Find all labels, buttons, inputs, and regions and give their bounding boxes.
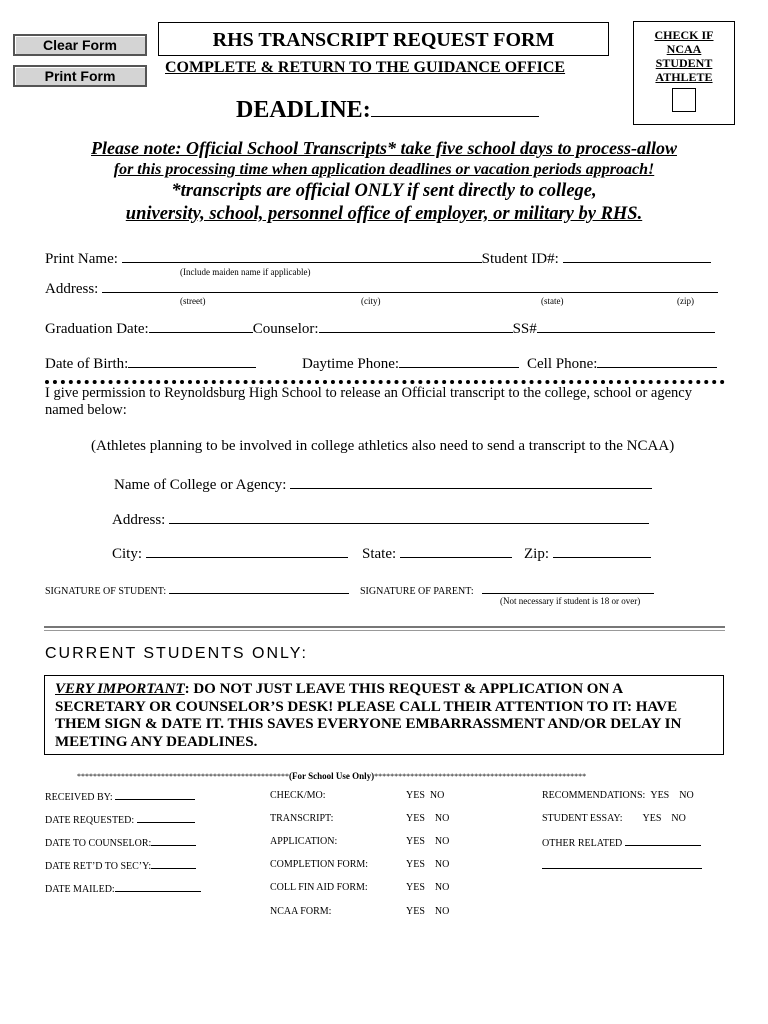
cell-phone-input[interactable] xyxy=(597,353,717,368)
yes-no-option[interactable]: YES NO xyxy=(406,813,450,824)
date-mailed-field xyxy=(45,882,201,895)
permission-line-1: I give permission to Reynoldsburg High School to release an Official transcript to the college, school or agency xyxy=(45,385,692,401)
ncaa-athlete-checkbox[interactable] xyxy=(672,88,696,112)
date-returned-label: DATE RET’D TO SEC’Y: xyxy=(45,861,152,872)
check-mo-label: CHECK/MO: xyxy=(270,790,326,801)
ss-label: SS# xyxy=(512,321,537,337)
recipient-state-input[interactable] xyxy=(400,543,512,558)
banner-stars-right: ***************************************************** xyxy=(374,772,587,781)
deadline-label: DEADLINE: xyxy=(236,97,371,123)
yes-option[interactable]: YES xyxy=(650,790,670,801)
ncaa-label-line: ATHLETE xyxy=(655,70,713,84)
dob-input[interactable] xyxy=(128,353,256,368)
notice-line-3: *transcripts are official ONLY if sent directly to college, xyxy=(171,181,597,201)
clear-form-button[interactable]: Clear Form xyxy=(13,34,147,56)
other-related-extra-input[interactable] xyxy=(542,859,702,869)
yes-option[interactable]: YES xyxy=(642,813,662,824)
date-requested-label: DATE REQUESTED: xyxy=(45,815,135,826)
form-title: RHS TRANSCRIPT REQUEST FORM xyxy=(158,22,609,56)
recipient-city-label: City: xyxy=(112,546,143,562)
print-name-field xyxy=(45,248,711,268)
ncaa-label-line: NCAA xyxy=(666,42,702,56)
college-input[interactable] xyxy=(290,474,652,489)
ncaa-label-line: CHECK IF xyxy=(654,28,714,42)
yes-no-option[interactable]: YES NO xyxy=(406,790,445,801)
student-essay-label: STUDENT ESSAY: xyxy=(542,813,623,824)
date-to-counselor-label: DATE TO COUNSELOR: xyxy=(45,838,152,849)
other-related-label: OTHER RELATED xyxy=(542,838,623,849)
date-to-counselor-input[interactable] xyxy=(151,836,196,846)
recipient-zip-label: Zip: xyxy=(524,546,549,562)
yes-no-option[interactable]: YES NO xyxy=(406,882,450,893)
form-subtitle: COMPLETE & RETURN TO THE GUIDANCE OFFICE xyxy=(165,59,566,76)
athletes-note: (Athletes planning to be involved in college athletics also need to send a transcript to the NCAA) xyxy=(91,438,675,454)
counselor-label: Counselor: xyxy=(252,321,319,337)
student-signature-input[interactable] xyxy=(169,583,349,594)
ncaa-athlete-box xyxy=(633,21,735,125)
banner-stars-left: ***************************************************** xyxy=(77,772,289,781)
college-label: Name of College or Agency: xyxy=(114,477,287,493)
student-signature-field xyxy=(45,583,349,597)
important-notice-box xyxy=(44,675,724,755)
cell-phone-field xyxy=(527,353,717,373)
no-option[interactable]: NO xyxy=(679,790,694,801)
student-signature-label: SIGNATURE OF STUDENT: xyxy=(45,586,167,597)
recipient-state-label: State: xyxy=(362,546,397,562)
notice-line-4: university, school, personnel office of employer, or military by RHS. xyxy=(125,204,643,224)
section-divider xyxy=(44,626,725,631)
state-caption: (state) xyxy=(541,296,564,306)
recipient-address-label: Address: xyxy=(112,512,166,528)
recipient-zip-input[interactable] xyxy=(553,543,651,558)
notice-line-2: for this processing time when application deadlines or vacation periods approach! xyxy=(113,161,655,178)
yes-no-option[interactable]: YES NO xyxy=(406,859,450,870)
current-students-heading: CURRENT STUDENTS ONLY: xyxy=(45,645,308,662)
recipient-address-field xyxy=(112,509,649,529)
student-id-label: Student ID#: xyxy=(481,251,559,267)
other-related-extra xyxy=(542,859,702,872)
student-essay-field xyxy=(542,813,686,824)
coll-fin-aid-label: COLL FIN AID FORM: xyxy=(270,882,368,893)
address-field xyxy=(45,278,718,298)
recipient-state-field xyxy=(362,543,512,563)
ss-input[interactable] xyxy=(537,318,715,333)
date-requested-field xyxy=(45,813,195,826)
received-by-field xyxy=(45,790,195,803)
ncaa-form-label: NCAA FORM: xyxy=(270,906,332,917)
daytime-phone-label: Daytime Phone: xyxy=(302,356,400,372)
date-to-counselor-field xyxy=(45,836,196,849)
yes-no-option[interactable]: YES NO xyxy=(406,836,450,847)
recommendations-field xyxy=(542,790,694,801)
daytime-phone-field xyxy=(302,353,519,373)
yes-no-option[interactable]: YES NO xyxy=(406,906,450,917)
important-text: : DO NOT JUST LEAVE THIS REQUEST & APPLICATION ON A SECRETARY OR COUNSELOR’S DESK! PLEASE CALL THEIR ATTENTION TO IT: HAVE THEM SIGN & DATE IT. THIS SAVES EVERYONE EMBARRASSMENT AND/OR DELAY IN MEETING ANY DEADLINES. xyxy=(55,681,682,750)
received-by-input[interactable] xyxy=(115,790,195,800)
counselor-input[interactable] xyxy=(319,318,513,333)
school-use-banner xyxy=(77,771,586,781)
parent-signature-note: (Not necessary if student is 18 or over) xyxy=(500,596,641,606)
notice-line-1: Please note: Official School Transcripts* take five school days to process-allow xyxy=(91,138,677,158)
recipient-address-input[interactable] xyxy=(169,509,649,524)
received-by-label: RECEIVED BY: xyxy=(45,792,113,803)
deadline-input[interactable] xyxy=(371,96,539,117)
no-option[interactable]: NO xyxy=(671,813,686,824)
address-input[interactable] xyxy=(102,278,718,293)
recipient-city-field xyxy=(112,543,348,563)
other-related-field xyxy=(542,836,701,849)
date-returned-field xyxy=(45,859,196,872)
deadline-field xyxy=(236,96,539,124)
city-caption: (city) xyxy=(361,296,381,306)
street-caption: (street) xyxy=(180,296,206,306)
parent-signature-field xyxy=(360,583,654,597)
daytime-phone-input[interactable] xyxy=(399,353,519,368)
date-requested-input[interactable] xyxy=(137,813,195,823)
permission-line-2: named below: xyxy=(45,402,127,418)
other-related-input[interactable] xyxy=(625,836,701,846)
application-label: APPLICATION: xyxy=(270,836,338,847)
date-mailed-label: DATE MAILED: xyxy=(45,884,115,895)
recipient-city-input[interactable] xyxy=(146,543,348,558)
address-label: Address: xyxy=(45,281,99,297)
recipient-zip-field xyxy=(524,543,651,563)
cell-phone-label: Cell Phone: xyxy=(527,356,598,372)
graduation-date-input[interactable] xyxy=(149,318,253,333)
recommendations-label: RECOMMENDATIONS: xyxy=(542,790,646,801)
print-name-input[interactable] xyxy=(122,248,482,263)
date-mailed-input[interactable] xyxy=(115,882,201,892)
important-label: VERY IMPORTANT xyxy=(55,681,185,697)
transcript-label: TRANSCRIPT: xyxy=(270,813,334,824)
graduation-date-label: Graduation Date: xyxy=(45,321,149,337)
completion-form-label: COMPLETION FORM: xyxy=(270,859,369,870)
dob-row xyxy=(45,353,256,373)
student-id-input[interactable] xyxy=(563,248,711,263)
parent-signature-label: SIGNATURE OF PARENT: xyxy=(360,586,474,597)
college-field xyxy=(114,474,652,494)
print-name-label: Print Name: xyxy=(45,251,118,267)
parent-signature-input[interactable] xyxy=(482,583,654,594)
school-use-label: (For School Use Only) xyxy=(289,771,375,781)
zip-caption: (zip) xyxy=(677,296,694,306)
maiden-name-note: (Include maiden name if applicable) xyxy=(180,267,311,277)
dotted-divider xyxy=(45,380,725,384)
print-form-button[interactable]: Print Form xyxy=(13,65,147,87)
dob-label: Date of Birth: xyxy=(45,356,129,372)
ncaa-label-line: STUDENT xyxy=(655,56,713,70)
graduation-row xyxy=(45,318,715,338)
date-returned-input[interactable] xyxy=(151,859,196,869)
